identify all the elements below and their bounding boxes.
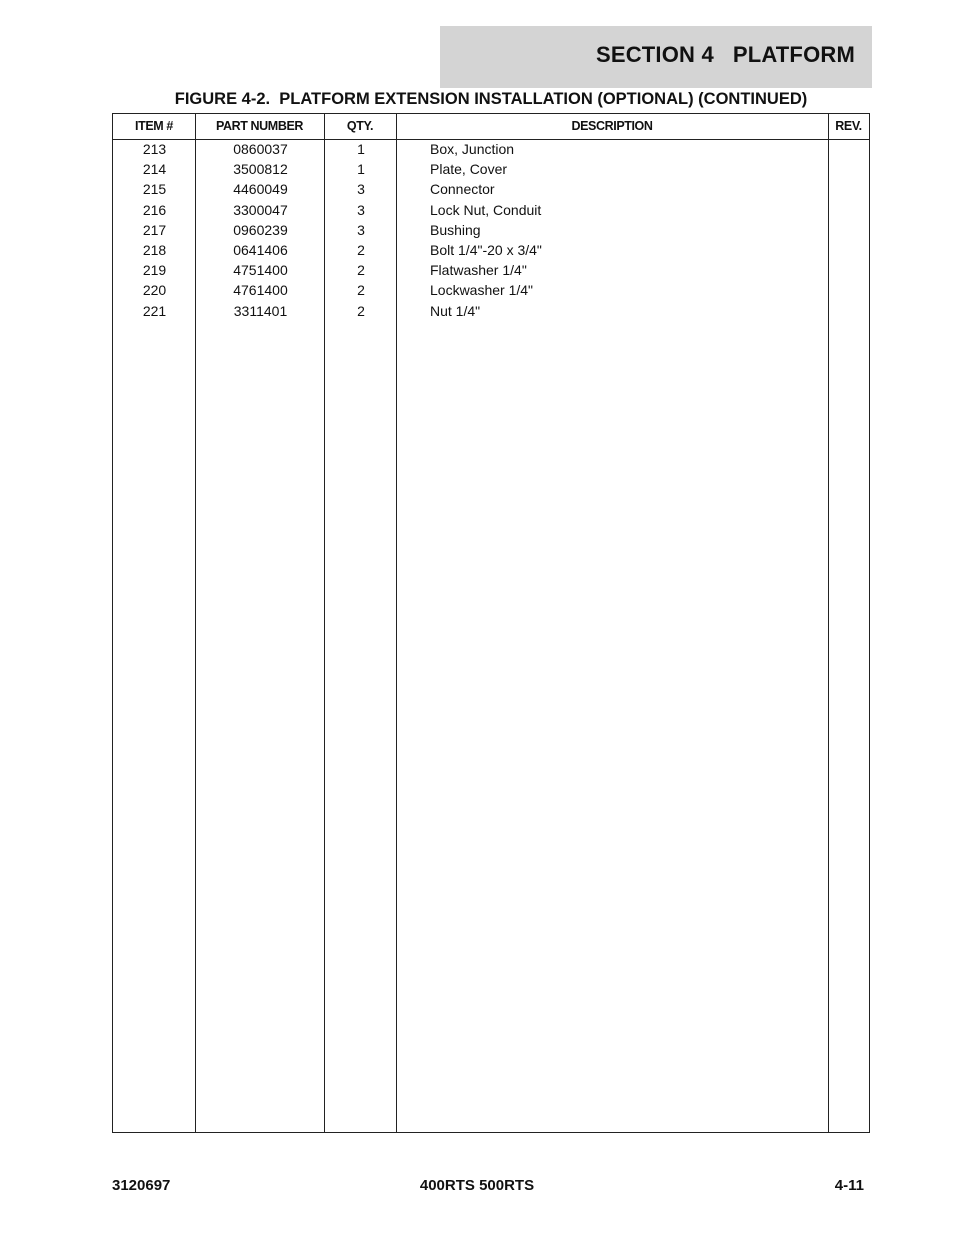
table-row xyxy=(113,282,869,302)
part-number: 4460049 xyxy=(233,181,288,198)
column-header-part-number: PART NUMBER xyxy=(215,119,304,133)
parts-table xyxy=(112,113,870,1133)
table-row xyxy=(113,262,869,282)
table-row xyxy=(113,303,869,323)
quantity: 2 xyxy=(357,241,365,258)
quantity: 2 xyxy=(357,262,365,279)
section-title: SECTION 4 PLATFORM xyxy=(595,42,855,67)
quantity: 2 xyxy=(357,282,365,299)
quantity: 3 xyxy=(357,181,365,198)
part-number: 3300047 xyxy=(233,201,288,218)
description: Flatwasher 1/4" xyxy=(430,262,527,279)
figure-title: FIGURE 4-2. PLATFORM EXTENSION INSTALLATION (OPTIONAL) (CONTINUED) xyxy=(174,90,808,108)
item-number: 220 xyxy=(142,282,167,299)
description: Bushing xyxy=(430,221,481,238)
quantity: 2 xyxy=(357,302,365,319)
column-header-item: ITEM # xyxy=(135,119,173,133)
part-number: 0641406 xyxy=(233,241,288,258)
quantity: 1 xyxy=(357,161,365,178)
part-number: 3500812 xyxy=(233,161,288,178)
quantity: 1 xyxy=(357,141,365,157)
item-number: 219 xyxy=(142,262,167,279)
item-number: 217 xyxy=(142,221,167,238)
part-number: 0860037 xyxy=(233,141,288,157)
item-number: 213 xyxy=(142,141,167,157)
section-banner xyxy=(440,26,872,88)
table-row xyxy=(113,242,869,262)
item-number: 214 xyxy=(142,161,167,178)
table-row xyxy=(113,141,869,161)
column-header-description: DESCRIPTION xyxy=(571,119,653,133)
description: Connector xyxy=(430,181,495,198)
description: Nut 1/4" xyxy=(430,302,481,319)
table-row xyxy=(113,222,869,242)
part-number: 3311401 xyxy=(233,302,288,319)
item-number: 218 xyxy=(142,241,167,258)
part-number: 4751400 xyxy=(233,262,288,279)
table-row xyxy=(113,202,869,222)
quantity: 3 xyxy=(357,201,365,218)
description: Box, Junction xyxy=(430,141,515,157)
item-number: 216 xyxy=(142,201,167,218)
table-row xyxy=(113,161,869,181)
document-number: 3120697 xyxy=(112,1177,171,1194)
description: Bolt 1/4"-20 x 3/4" xyxy=(430,241,542,258)
model-names: 400RTS 500RTS xyxy=(419,1177,535,1194)
column-header-qty: QTY. xyxy=(346,119,374,133)
table-row xyxy=(113,181,869,201)
part-number: 4761400 xyxy=(233,282,288,299)
description: Lockwasher 1/4" xyxy=(430,282,534,299)
header-divider xyxy=(113,139,869,140)
quantity: 3 xyxy=(357,221,365,238)
part-number: 0960239 xyxy=(233,221,288,238)
page-number: 4-11 xyxy=(834,1177,864,1194)
item-number: 215 xyxy=(142,181,167,198)
item-number: 221 xyxy=(142,302,167,319)
table-body xyxy=(113,141,869,323)
column-header-rev: REV. xyxy=(835,119,862,133)
description: Lock Nut, Conduit xyxy=(430,201,542,218)
description: Plate, Cover xyxy=(430,161,508,178)
